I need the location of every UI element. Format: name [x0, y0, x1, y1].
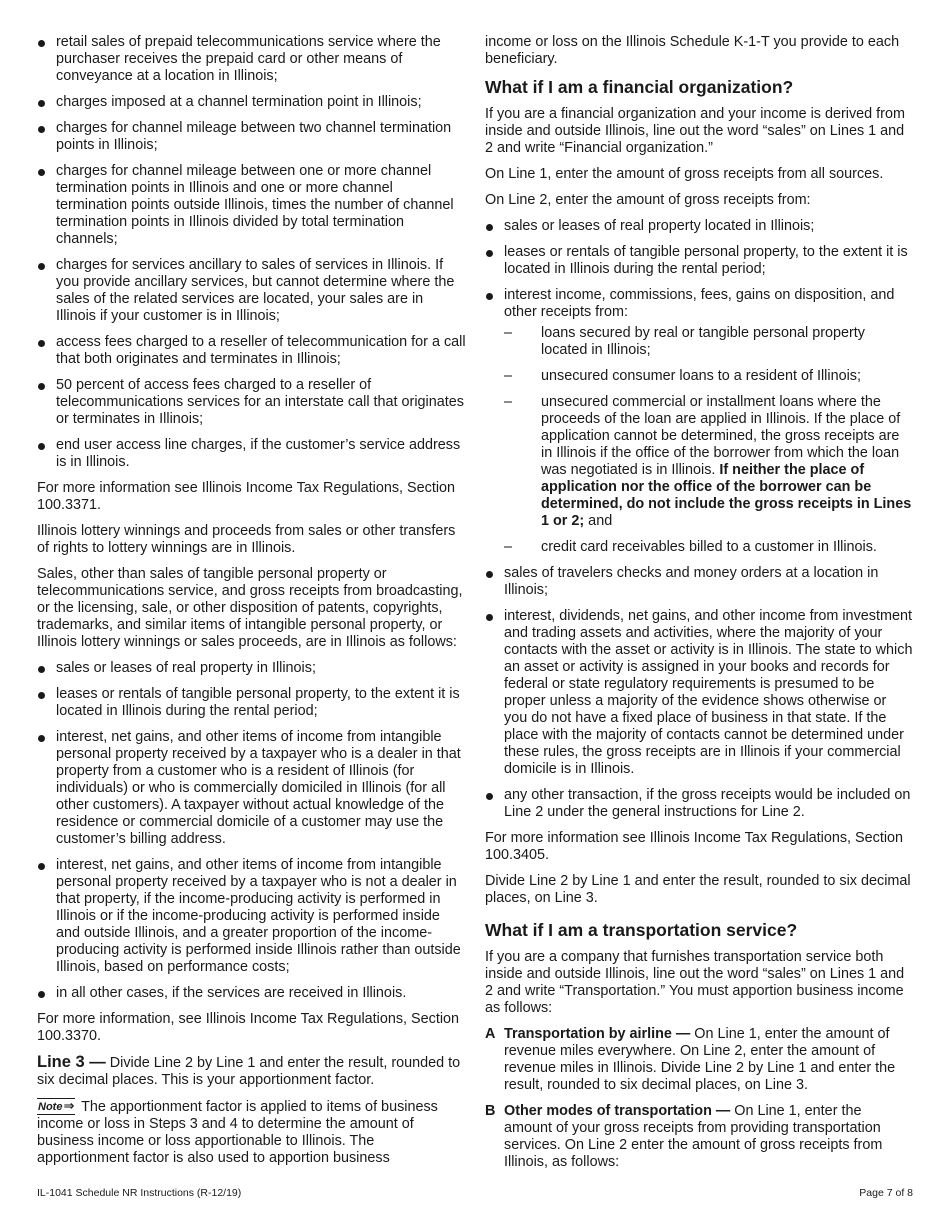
- info-paragraph-3371: For more information see Illinois Income Tax Regulations, Section 100.3371.: [37, 480, 456, 513]
- dash-marker: –: [504, 394, 513, 410]
- dash-list: [504, 325, 913, 556]
- dash-item-bold-text: If neither the place of application nor the office of the borrower can be determined, do not include the gross receipts in Lines 1 or 2;: [541, 462, 912, 529]
- dash-item: [504, 539, 913, 556]
- list-item: sales of travelers checks and money orders at a location in Illinois;: [485, 565, 913, 599]
- telecom-bullet-list: [37, 34, 467, 471]
- line1-paragraph: On Line 1, enter the amount of gross receipts from all sources.: [485, 166, 884, 182]
- item-text: On Line 1, enter the amount of revenue miles everywhere. On Line 2, enter the amount of revenue miles in Illinois. Divide Line 2 by Line 1 and enter the result, rounded to six decimal places, on Line 3.: [504, 1026, 896, 1093]
- line3-text: Divide Line 2 by Line 1 and enter the result, rounded to six decimal places. This is your apportionment factor.: [37, 1055, 461, 1088]
- note-paragraph: [37, 1098, 467, 1167]
- intangible-bullet-list: [37, 660, 467, 1002]
- financial-organization-heading: What if I am a financial organization?: [485, 77, 794, 97]
- right-column: [485, 34, 913, 1180]
- transportation-paragraph: If you are a company that furnishes transportation service both inside and outside Illinois, line out the word “sales” on Lines 1 and 2 and write “Transportation.” You must apportion business income as follows:: [485, 949, 905, 1016]
- info-paragraph-3370: For more information, see Illinois Income Tax Regulations, Section 100.3370.: [37, 1011, 460, 1044]
- note-icon: [37, 1098, 75, 1115]
- line2-paragraph: On Line 2, enter the amount of gross receipts from:: [485, 192, 811, 208]
- left-column: [37, 34, 467, 1176]
- list-item: in all other cases, if the services are received in Illinois.: [37, 985, 467, 1002]
- financial-bullet-list: [485, 218, 913, 821]
- note-label: Note: [38, 1101, 63, 1113]
- interest-bullet-text: interest income, commissions, fees, gains on disposition, and other receipts from:: [504, 287, 895, 320]
- financial-paragraph: If you are a financial organization and your income is derived from inside and outside Illinois, line out the word “sales” on Lines 1 and 2 and write “Financial organization.”: [485, 106, 905, 156]
- list-item: charges for channel mileage between two channel termination points in Illinois;: [37, 120, 467, 154]
- list-item: retail sales of prepaid telecommunications service where the purchaser receives the prepaid card or other means of conveyance at a location in Illinois;: [37, 34, 467, 85]
- dash-item-text: unsecured commercial or installment loans where the proceeds of the loan are applied in Illinois. If the place of application cannot be determined, the gross receipts are in Illinois if the office of the borrower from which the loan was negotiated is in Illinois.: [541, 394, 901, 478]
- dash-item-text: loans secured by real or tangible personal property located in Illinois;: [541, 325, 865, 358]
- list-item: charges imposed at a channel termination point in Illinois;: [37, 94, 467, 111]
- transportation-item-b: [485, 1103, 913, 1171]
- sales-other-paragraph: Sales, other than sales of tangible personal property or telecommunications service, and gross receipts from broadcasting, or the licensing, sale, or other disposition of patents, copyrights, trademarks, and similar items of intangible personal property, or Illinois lottery winnings or sales proceeds, are in Illinois as follows:: [37, 566, 463, 650]
- item-title: Transportation by airline —: [504, 1026, 691, 1042]
- list-item: charges for channel mileage between one or more channel termination points in Illinois and one or more channel termination points outside Illinois, times the number of channel termination points in Illinois divided by total termination channels;: [37, 163, 467, 248]
- dash-item-text: credit card receivables billed to a customer in Illinois.: [541, 539, 877, 555]
- dash-item-text: unsecured consumer loans to a resident of Illinois;: [541, 368, 861, 384]
- transportation-heading: What if I am a transportation service?: [485, 920, 798, 940]
- list-item: interest, dividends, net gains, and other income from investment and trading assets and activities, where the majority of your contacts with the asset or activity is in Illinois. The state to which an asset or activity is assigned in your books and records for federal or state regulatory requirements is presumed to be proper unless a majority of the evidence shows otherwise or you do not have a fixed place of business in that state. If the place with the majority of contacts cannot be determined under these rules, the gross receipts are in Illinois if your commercial domicile is in Illinois.: [485, 608, 913, 778]
- item-text: On Line 1, enter the amount of your gross receipts from providing transportation services. On Line 2 enter the amount of gross receipts from Illinois, as follows:: [504, 1103, 883, 1170]
- list-item: sales or leases of real property in Illinois;: [37, 660, 467, 677]
- list-item: interest, net gains, and other items of income from intangible personal property received by a taxpayer who is a dealer in that property from a customer who is a resident of Illinois (for individuals) or who is commercially domiciled in Illinois (for all other customers). A taxpayer without actual knowledge of the residence or commercial domicile of a customer may use the customer’s billing address.: [37, 729, 467, 848]
- list-item: charges for services ancillary to sales of services in Illinois. If you provide ancillary services, but cannot determine where the sales of the related services are located, your sales are in Illinois if your customer is in Illinois;: [37, 257, 467, 325]
- item-title: Other modes of transportation —: [504, 1103, 731, 1119]
- footer-page-number: Page 7 of 8: [859, 1187, 913, 1199]
- dash-marker: –: [504, 368, 513, 384]
- dash-marker: –: [504, 539, 513, 555]
- list-item: interest, net gains, and other items of income from intangible personal property received by a taxpayer who is not a dealer in that property, if the income-producing activity is performed in Illinois or if the income-producing activity is performed inside and outside Illinois, and a greater proportion of the income-producing activity is performed inside Illinois rather than outside Illinois, based on performance costs;: [37, 857, 467, 976]
- info-paragraph-3405: For more information see Illinois Income Tax Regulations, Section 100.3405.: [485, 830, 904, 863]
- item-letter: B: [485, 1103, 496, 1119]
- list-item: sales or leases of real property located in Illinois;: [485, 218, 913, 235]
- list-item: leases or rentals of tangible personal property, to the extent it is located in Illinois during the rental period;: [37, 686, 467, 720]
- footer-form-id: IL-1041 Schedule NR Instructions (R-12/19): [37, 1187, 242, 1199]
- list-item: leases or rentals of tangible personal property, to the extent it is located in Illinois during the rental period;: [485, 244, 913, 278]
- note-text: The apportionment factor is applied to items of business income or loss in Steps 3 and 4 to determine the amount of business income or loss apportionable to Illinois. The apportionment factor is also used to apportion business: [37, 1099, 438, 1166]
- dash-item: [504, 368, 913, 385]
- list-item: any other transaction, if the gross receipts would be included on Line 2 under the general instructions for Line 2.: [485, 787, 913, 821]
- dash-item: [504, 325, 913, 359]
- divide-paragraph: Divide Line 2 by Line 1 and enter the result, rounded to six decimal places, on Line 3.: [485, 873, 911, 906]
- dash-marker: –: [504, 325, 513, 341]
- line3-paragraph: [37, 1054, 467, 1089]
- transportation-list: [485, 1026, 913, 1171]
- lottery-paragraph: Illinois lottery winnings and proceeds from sales or other transfers of rights to lottery winnings are in Illinois.: [37, 523, 456, 556]
- dash-item-end-text: and: [584, 513, 613, 529]
- transportation-item-a: [485, 1026, 913, 1094]
- item-letter: A: [485, 1026, 496, 1042]
- arrow-right-icon: ⇒: [63, 1098, 75, 1113]
- continued-paragraph: income or loss on the Illinois Schedule K-1-T you provide to each beneficiary.: [485, 34, 900, 67]
- list-item: 50 percent of access fees charged to a reseller of telecommunications services for an interstate call that originates or terminates in Illinois;: [37, 377, 467, 428]
- dash-item: [504, 394, 913, 530]
- line3-label: Line 3 —: [37, 1053, 106, 1071]
- list-item: [485, 287, 913, 556]
- list-item: access fees charged to a reseller of telecommunication for a call that both originates and terminates in Illinois;: [37, 334, 467, 368]
- list-item: end user access line charges, if the customer’s service address is in Illinois.: [37, 437, 467, 471]
